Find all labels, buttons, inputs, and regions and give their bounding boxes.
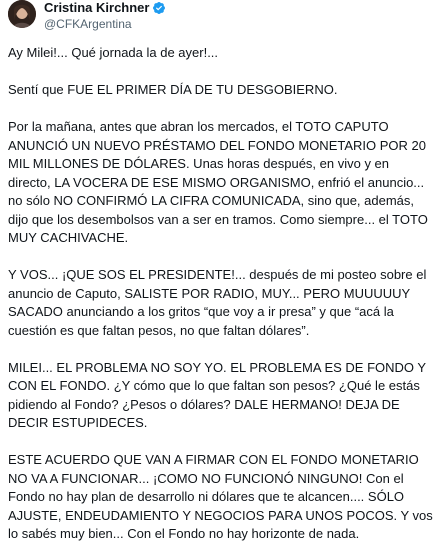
tweet-paragraph: MILEI... EL PROBLEMA NO SOY YO. EL PROBLEMA ES DE FONDO Y CON EL FONDO. ¿Y cómo que lo que faltan son pesos? ¿Qué le estás pidiendo al Fondo? ¿Pesos o dólares? DALE HERMANO! DEJA DE DECIR ESTUPIDECES. — [8, 359, 426, 430]
tweet-paragraph: Y VOS... ¡QUE SOS EL PRESIDENTE!... después de mi posteo sobre el anuncio de Caputo, SALISTE POR RADIO, MUY... PERO MUUUUUY SACADO anunciando a los gritos “que voy a ir presa” y que “acá la cuestión es que faltan pesos, no que faltan dólares”. — [8, 267, 427, 338]
author-handle[interactable]: @CFKArgentina — [44, 17, 132, 31]
tweet-paragraph: Ay Milei!... Qué jornada la de ayer!... — [8, 45, 219, 60]
tweet-paragraph: ESTE ACUERDO QUE VAN A FIRMAR CON EL FONDO MONETARIO NO VA A FUNCIONAR... ¡COMO NO FUNCIONÓ NINGUNO! Con el Fondo no hay plan de desarrollo ni dólares que te alcancen.... SÓLO AJUSTE, ENDEUDAMIENTO Y NEGOCIOS PARA UNOS POCOS. Y vos lo sabés muy bien... Con el Fondo no hay horizonte de nada. — [8, 452, 433, 541]
tweet-paragraph: Sentí que FUE EL PRIMER DÍA DE TU DESGOBIERNO. — [8, 82, 338, 97]
tweet-text — [8, 44, 434, 544]
verified-badge-icon — [152, 1, 166, 15]
author-display-name[interactable]: Cristina Kirchner — [44, 0, 150, 15]
tweet-paragraph: Por la mañana, antes que abran los mercados, el TOTO CAPUTO ANUNCIÓ UN NUEVO PRÉSTAMO DEL FONDO MONETARIO POR 20 MIL MILLONES DE DÓLARES. Unas horas después, en vivo y en directo, LA VOCERA DE ESE MISMO ORGANISMO, enfrió el anuncio... no sólo NO CONFIRMÓ LA CIFRA COMUNICADA, sino que, además, dijo que los desembolsos van a ser en tramos. Como siempre... el TOTO MUY CACHIVACHE. — [8, 119, 428, 245]
author-name-row — [44, 0, 166, 16]
profile-photo-icon[interactable] — [8, 0, 36, 28]
